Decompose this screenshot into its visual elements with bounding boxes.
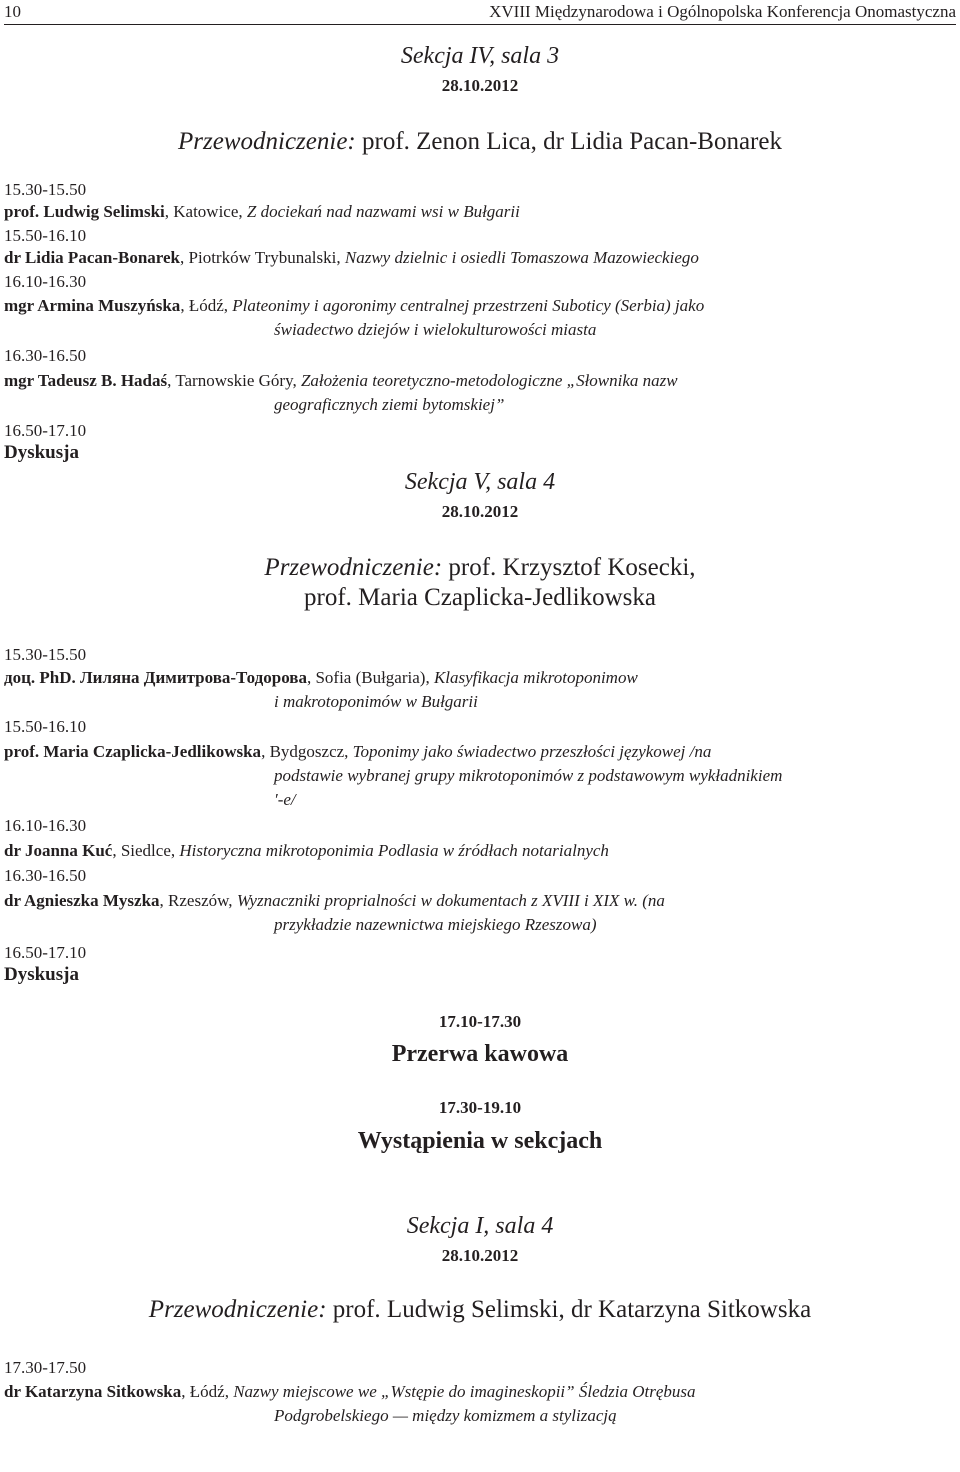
talk-title: Klasyfikacja mikrotoponimow: [433, 668, 638, 687]
speaker-place: , Bydgoszcz,: [261, 742, 353, 761]
speaker-place: , Łódź,: [181, 1382, 234, 1401]
chair-label: Przewodniczenie:: [148, 1296, 327, 1323]
talk-entry: [4, 1380, 924, 1428]
talk-title-cont: podstawie wybranej grupy mikrotoponimów z podstawowym wykładnikiem: [274, 766, 783, 785]
chair-names: prof. Zenon Lica, dr Lidia Pacan-Bonarek: [362, 128, 782, 155]
section-date: 28.10.2012: [441, 1246, 519, 1265]
discussion-label: Dyskusja: [4, 964, 79, 985]
section-chair: [0, 553, 960, 583]
section-date: 28.10.2012: [441, 76, 519, 95]
speaker-name: mgr Tadeusz B. Hadaś: [4, 371, 168, 390]
section-title: Sekcja V, sala 4: [404, 469, 556, 495]
talk-title-cont: świadectwo dziejów i wielokulturowości miasta: [274, 320, 597, 339]
talk-time: 15.30-15.50: [4, 645, 87, 664]
speaker-name: доц. PhD. Лиляна Димитрова-Тодорова: [4, 668, 307, 687]
talk-entry: [4, 294, 924, 342]
talk-time: 16.30-16.50: [4, 346, 87, 365]
discussion-time: 16.50-17.10: [4, 943, 87, 962]
talk-title: Założenia teoretyczno-metodologiczne „Słownika nazw: [300, 371, 678, 390]
speaker-name: prof. Maria Czaplicka-Jedlikowska: [4, 742, 262, 761]
talk-title-cont: i makrotoponimów w Bułgarii: [274, 692, 478, 711]
talk-time: 15.50-16.10: [4, 717, 87, 736]
page-number: 10: [4, 2, 21, 21]
talk-title: Historyczna mikrotoponimia Podlasia w źródłach notarialnych: [179, 841, 609, 860]
talk-title: Nazwy dzielnic i osiedli Tomaszowa Mazowieckiego: [344, 248, 699, 267]
discussion-time: 16.50-17.10: [4, 421, 87, 440]
chair-names: prof. Ludwig Selimski, dr Katarzyna Sitkowska: [332, 1296, 812, 1323]
talk-time: 16.10-16.30: [4, 272, 87, 291]
talk-time: 17.30-17.50: [4, 1358, 87, 1377]
section-date: 28.10.2012: [441, 502, 519, 521]
speaker-name: dr Katarzyna Sitkowska: [4, 1382, 182, 1401]
talk-time: 16.10-16.30: [4, 816, 87, 835]
talk-entry: [4, 200, 924, 224]
speaker-name: dr Lidia Pacan-Bonarek: [4, 248, 181, 267]
discussion-label: Dyskusja: [4, 442, 79, 463]
section-chair: [0, 127, 960, 157]
talk-title-cont: ′-e/: [274, 790, 296, 809]
talk-entry: [4, 740, 924, 812]
section-title: Sekcja IV, sala 3: [400, 43, 560, 69]
talk-entry: [4, 246, 924, 270]
talk-title: Plateonimy i agoronimy centralnej przestrzeni Suboticy (Serbia) jako: [232, 296, 705, 315]
speaker-name: prof. Ludwig Selimski: [4, 202, 165, 221]
break-label: Przerwa kawowa: [391, 1041, 569, 1067]
talk-time: 15.50-16.10: [4, 226, 87, 245]
talk-entry: [4, 666, 924, 714]
talk-title-cont: przykładzie nazewnictwa miejskiego Rzeszowa): [274, 915, 597, 934]
talk-title-cont: geograficznych ziemi bytomskiej”: [274, 395, 505, 414]
speaker-name: dr Joanna Kuć: [4, 841, 113, 860]
section-chair-cont: [0, 583, 960, 613]
section-chair: [0, 1295, 960, 1325]
conference-title: XVIII Międzynarodowa i Ogólnopolska Konferencja Onomastyczna: [489, 2, 956, 21]
break-time: 17.10-17.30: [438, 1012, 522, 1031]
speaker-place: , Piotrków Trybunalski,: [180, 248, 345, 267]
plenary-time: 17.30-19.10: [438, 1098, 522, 1117]
chair-label: Przewodniczenie:: [264, 554, 443, 581]
talk-time: 16.30-16.50: [4, 866, 87, 885]
running-header: [4, 2, 956, 25]
talk-title-cont: Podgrobelskiego — między komizmem a stylizacją: [274, 1406, 617, 1425]
speaker-place: , Łódź,: [180, 296, 233, 315]
chair-names-cont: prof. Maria Czaplicka-Jedlikowska: [304, 584, 656, 611]
speaker-name: mgr Armina Muszyńska: [4, 296, 181, 315]
speaker-place: , Tarnowskie Góry,: [167, 371, 301, 390]
speaker-place: , Sofia (Bułgaria),: [306, 668, 434, 687]
speaker-place: , Siedlce,: [112, 841, 180, 860]
section-title: Sekcja I, sala 4: [406, 1213, 554, 1239]
plenary-label: Wystąpienia w sekcjach: [357, 1128, 603, 1154]
talk-title: Z dociekań nad nazwami wsi w Bułgarii: [246, 202, 520, 221]
talk-title: Wyznaczniki proprialności w dokumentach z XVIII i XIX w. (na: [236, 891, 665, 910]
talk-entry: [4, 839, 924, 863]
talk-entry: [4, 369, 924, 417]
talk-title: Nazwy miejscowe we „Wstępie do imagineskopii” Śledzia Otrębusa: [233, 1382, 696, 1401]
speaker-place: , Katowice,: [164, 202, 247, 221]
speaker-place: , Rzeszów,: [159, 891, 237, 910]
chair-label: Przewodniczenie:: [178, 128, 356, 155]
speaker-name: dr Agnieszka Myszka: [4, 891, 160, 910]
talk-title: Toponimy jako świadectwo przeszłości językowej /na: [352, 742, 712, 761]
talk-time: 15.30-15.50: [4, 180, 87, 199]
chair-names: prof. Krzysztof Kosecki,: [448, 554, 696, 581]
talk-entry: [4, 889, 924, 937]
